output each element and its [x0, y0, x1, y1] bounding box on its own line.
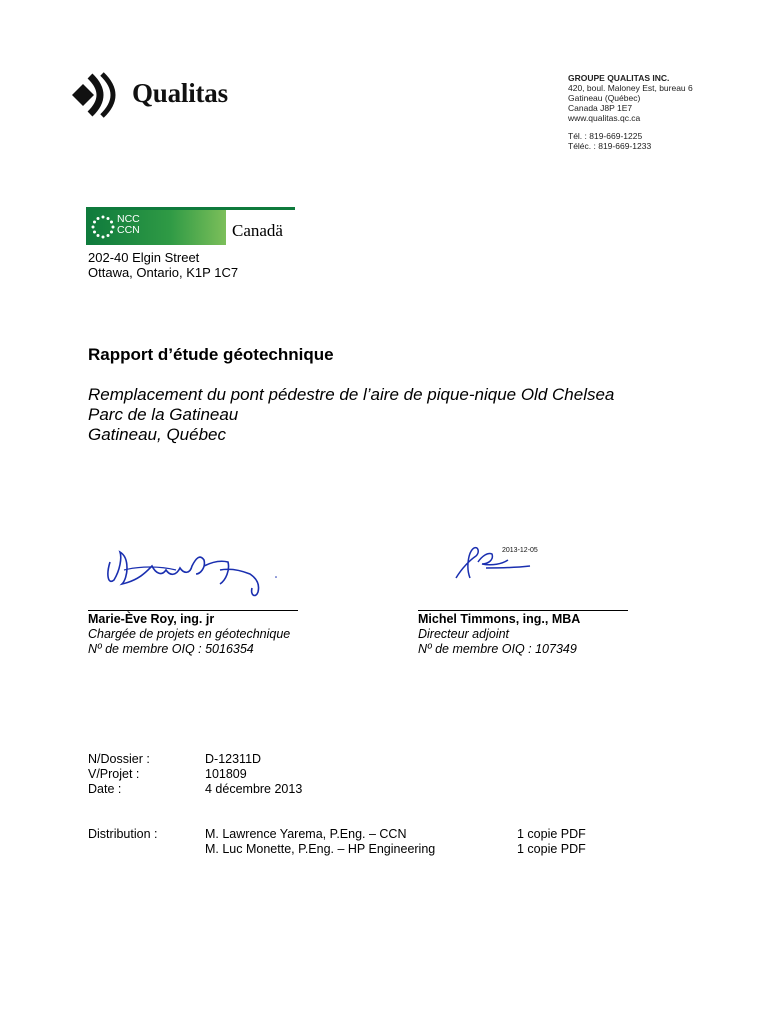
client-address: [88, 250, 238, 280]
company-info: [568, 73, 693, 151]
qualitas-wordmark: Qualitas: [132, 78, 228, 108]
company-name: GROUPE QUALITAS INC.: [568, 73, 670, 83]
client-address-line1: 202-40 Elgin Street: [88, 250, 200, 265]
signature-date: 2013-12-05: [502, 547, 538, 554]
recipient-copies: 1 copie PDF: [517, 842, 586, 856]
projet-label: V/Projet :: [88, 767, 140, 781]
date-value: 4 décembre 2013: [205, 782, 303, 796]
recipient-name: M. Lawrence Yarema, P.Eng. – CCN: [205, 827, 407, 841]
qualitas-logo: [70, 70, 245, 120]
company-address-line1: 420, boul. Maloney Est, bureau 6: [568, 83, 693, 93]
qualitas-chevron-icon: [70, 72, 130, 118]
signatory-roy: [88, 612, 290, 657]
ncc-label: NCC: [117, 213, 140, 225]
subtitle-line2: Parc de la Gatineau: [88, 405, 239, 424]
subtitle-line1: Remplacement du pont pédestre de l’aire de pique-nique Old Chelsea: [88, 385, 615, 404]
ncc-dots-icon: [91, 215, 115, 239]
signatory-name: Michel Timmons, ing., MBA: [418, 612, 581, 626]
signatory-role: Chargée de projets en géotechnique: [88, 627, 291, 641]
distribution-recipients: [205, 827, 435, 857]
canada-wordmark: Canadä: [232, 221, 283, 240]
date-label: Date :: [88, 782, 122, 796]
dossier-value: D-12311D: [205, 752, 262, 766]
dossier-label: N/Dossier :: [88, 752, 150, 766]
signatory-name: Marie-Ève Roy, ing. jr: [88, 612, 215, 626]
signatory-member: Nº de membre OIQ : 107349: [418, 642, 577, 656]
distribution-copies: [517, 827, 586, 857]
recipient-name: M. Luc Monette, P.Eng. – HP Engineering: [205, 842, 436, 856]
company-address-line2: Gatineau (Québec): [568, 93, 641, 103]
ncc-text: [117, 214, 140, 236]
company-address-line3: Canada J8P 1E7: [568, 103, 633, 113]
signatory-timmons: [418, 612, 580, 657]
company-website: www.qualitas.qc.ca: [568, 113, 641, 123]
file-info-labels: [88, 752, 150, 797]
signatory-role: Directeur adjoint: [418, 627, 510, 641]
ccn-label: CCN: [117, 224, 140, 236]
ncc-logo: [86, 207, 295, 245]
signatory-member: Nº de membre OIQ : 5016354: [88, 642, 254, 656]
file-info-values: [205, 752, 302, 797]
company-fax: Téléc. : 819-669-1233: [568, 141, 652, 151]
signature-roy: [100, 540, 280, 600]
distribution-label: Distribution :: [88, 827, 158, 841]
company-phone: Tél. : 819-669-1225: [568, 131, 643, 141]
signature-timmons: [452, 538, 547, 588]
report-title: Rapport d’étude géotechnique: [88, 345, 334, 364]
report-subtitle: [88, 385, 614, 445]
client-address-line2: Ottawa, Ontario, K1P 1C7: [88, 265, 239, 280]
subtitle-line3: Gatineau, Québec: [88, 425, 226, 444]
projet-value: 101809: [205, 767, 247, 781]
recipient-copies: 1 copie PDF: [517, 827, 586, 841]
